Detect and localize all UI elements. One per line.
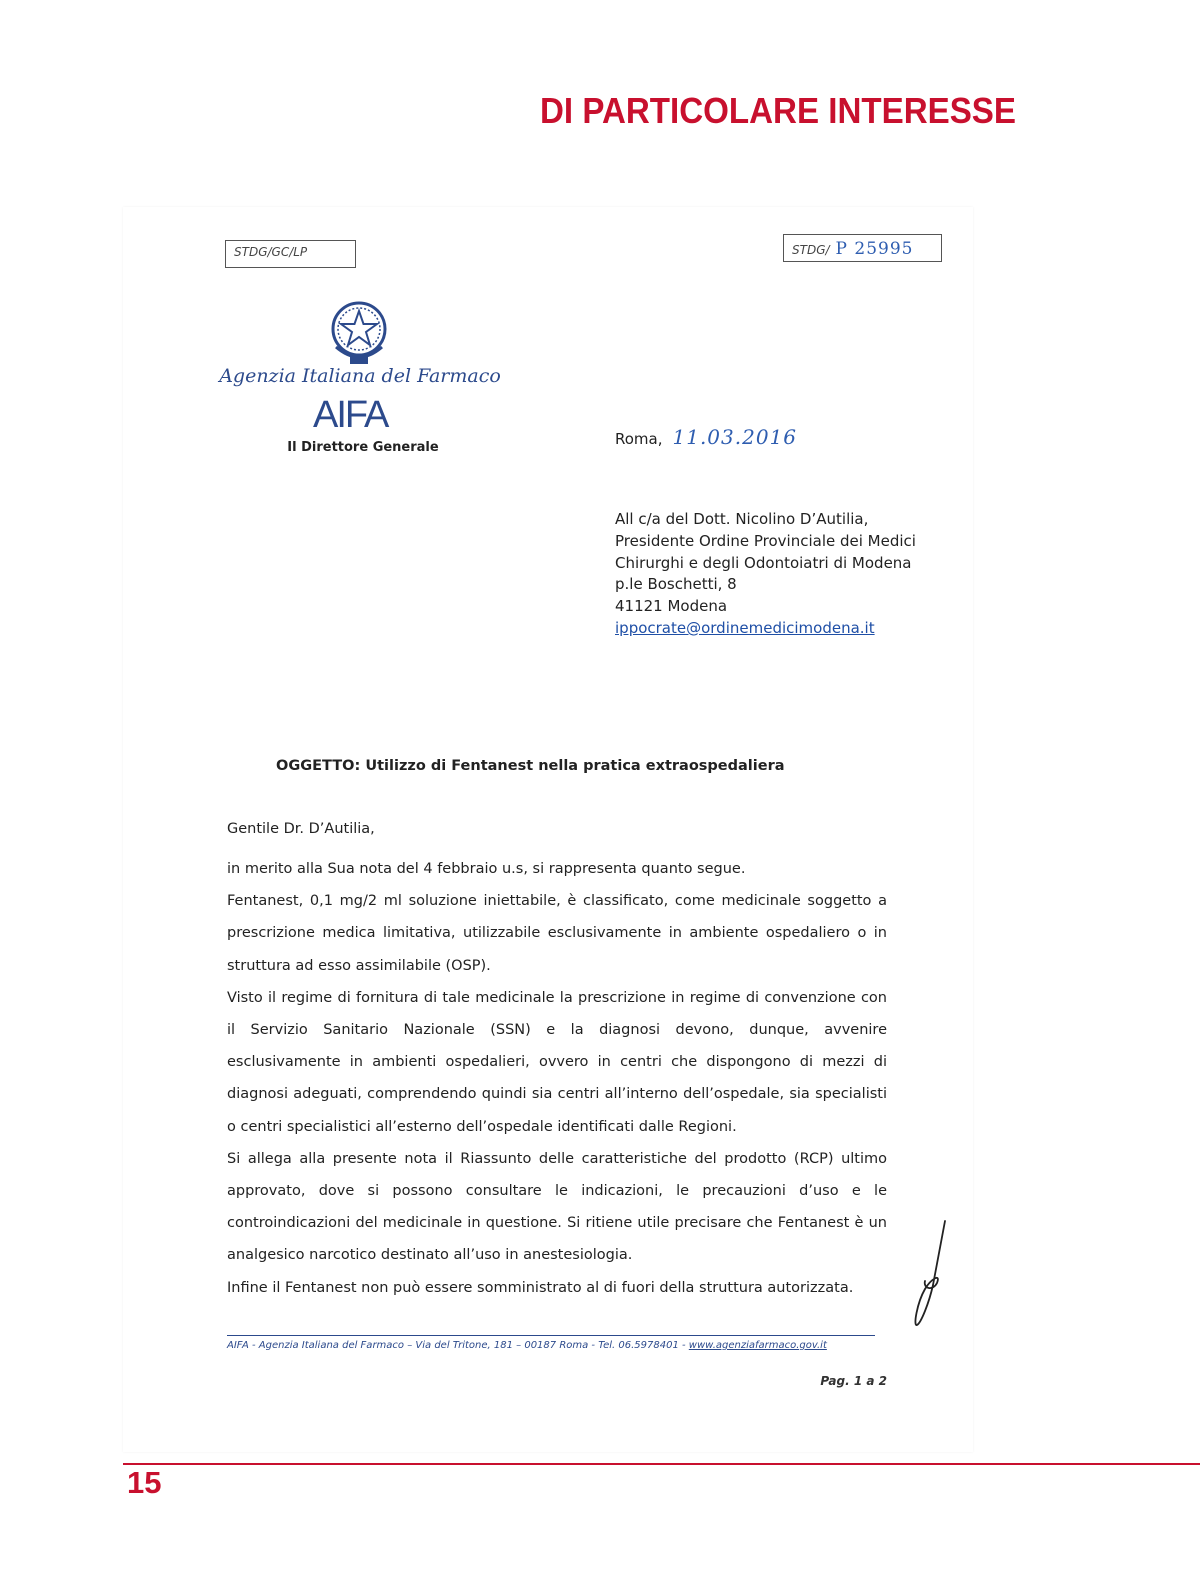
letter-footer <box>227 1340 887 1351</box>
protocol-stamp-left <box>225 240 356 268</box>
aifa-logo: AIFA <box>313 394 388 436</box>
bottom-divider <box>123 1463 1200 1465</box>
handwritten-signature <box>911 1219 951 1329</box>
recipient-line: p.le Boschetti, 8 <box>615 575 737 594</box>
recipient-line: All c/a del Dott. Nicolino D’Autilia, <box>615 510 869 528</box>
italian-republic-emblem-icon <box>328 297 390 369</box>
signatory-title: Il Direttore Generale <box>287 440 439 455</box>
body-paragraph: in merito alla Sua nota del 4 febbraio u.s, si rappresenta quanto segue. <box>227 861 746 877</box>
subject-text: Utilizzo di Fentanest nella pratica extraospedaliera <box>360 758 785 774</box>
recipient-line: Presidente Ordine Provinciale dei Medici <box>615 531 916 550</box>
protocol-right-prefix: STDG/ <box>792 243 830 257</box>
recipient-line: Chirurghi e degli Odontoiatri di Modena <box>615 553 912 572</box>
body-paragraph: Fentanest, 0,1 mg/2 ml soluzione iniettabile, è classificato, come medicinale soggetto a prescrizione medica limitativa, utilizzabile esclusivamente in ambiente ospedaliero o in struttura ad esso assimilabile (OSP). <box>227 893 887 974</box>
recipient-email-link[interactable]: ippocrate@ordinemedicimodena.it <box>615 618 875 637</box>
body-paragraph: Visto il regime di fornitura di tale medicinale la prescrizione in regime di convenzione con il Servizio Sanitario Nazionale (SSN) e la diagnosi devono, dunque, avvenire esclusivamente in ambienti ospedalieri, ovvero in centri che dispongono di mezzi di diagnosi adeguati, comprendendo quindi sia centri all’interno dell’ospedale, sia specialisti o centri specialistici all’esterno dell’ospedale identificati dalle Regioni. <box>227 989 887 1135</box>
recipient-line: 41121 Modena <box>615 597 728 616</box>
recipient-address <box>615 509 916 640</box>
letter-page-indicator: Pag. 1 a 2 <box>820 1374 887 1388</box>
body-paragraph: Infine il Fentanest non può essere somministrato al di fuori della struttura autorizzata. <box>227 1279 854 1296</box>
subject-label: OGGETTO: <box>276 758 361 774</box>
protocol-left-text: STDG/GC/LP <box>234 245 308 259</box>
protocol-number-handwritten: P 25995 <box>835 239 914 259</box>
place: Roma, <box>615 430 663 448</box>
greeting: Gentile Dr. D’Autilia, <box>227 821 375 837</box>
place-date <box>615 425 797 449</box>
section-title: DI PARTICOLARE INTERESSE <box>540 90 1016 131</box>
footer-website-link[interactable]: www.agenziafarmaco.gov.it <box>688 1340 827 1351</box>
date-handwritten: 11.03.2016 <box>672 425 798 449</box>
protocol-stamp-right <box>783 234 942 262</box>
footer-divider <box>227 1335 875 1336</box>
body-paragraph: Si allega alla presente nota il Riassunto delle caratteristiche del prodotto (RCP) ultimo approvato, dove si possono consultare le indicazioni, le precauzioni d’uso e le controindicazioni del medicinale in questione. Si ritiene utile precisare che Fentanest è un analgesico narcotico destinato all’uso in anestesiologia. <box>227 1150 887 1264</box>
agency-name-script: Agenzia Italiana del Farmaco <box>219 365 501 387</box>
letter-body <box>227 853 887 1304</box>
page-number: 15 <box>127 1465 162 1500</box>
footer-address: AIFA - Agenzia Italiana del Farmaco – Via del Tritone, 181 – 00187 Roma - Tel. 06.5978401 - <box>227 1340 689 1351</box>
subject-line <box>276 758 785 774</box>
scanned-letter <box>123 207 973 1452</box>
